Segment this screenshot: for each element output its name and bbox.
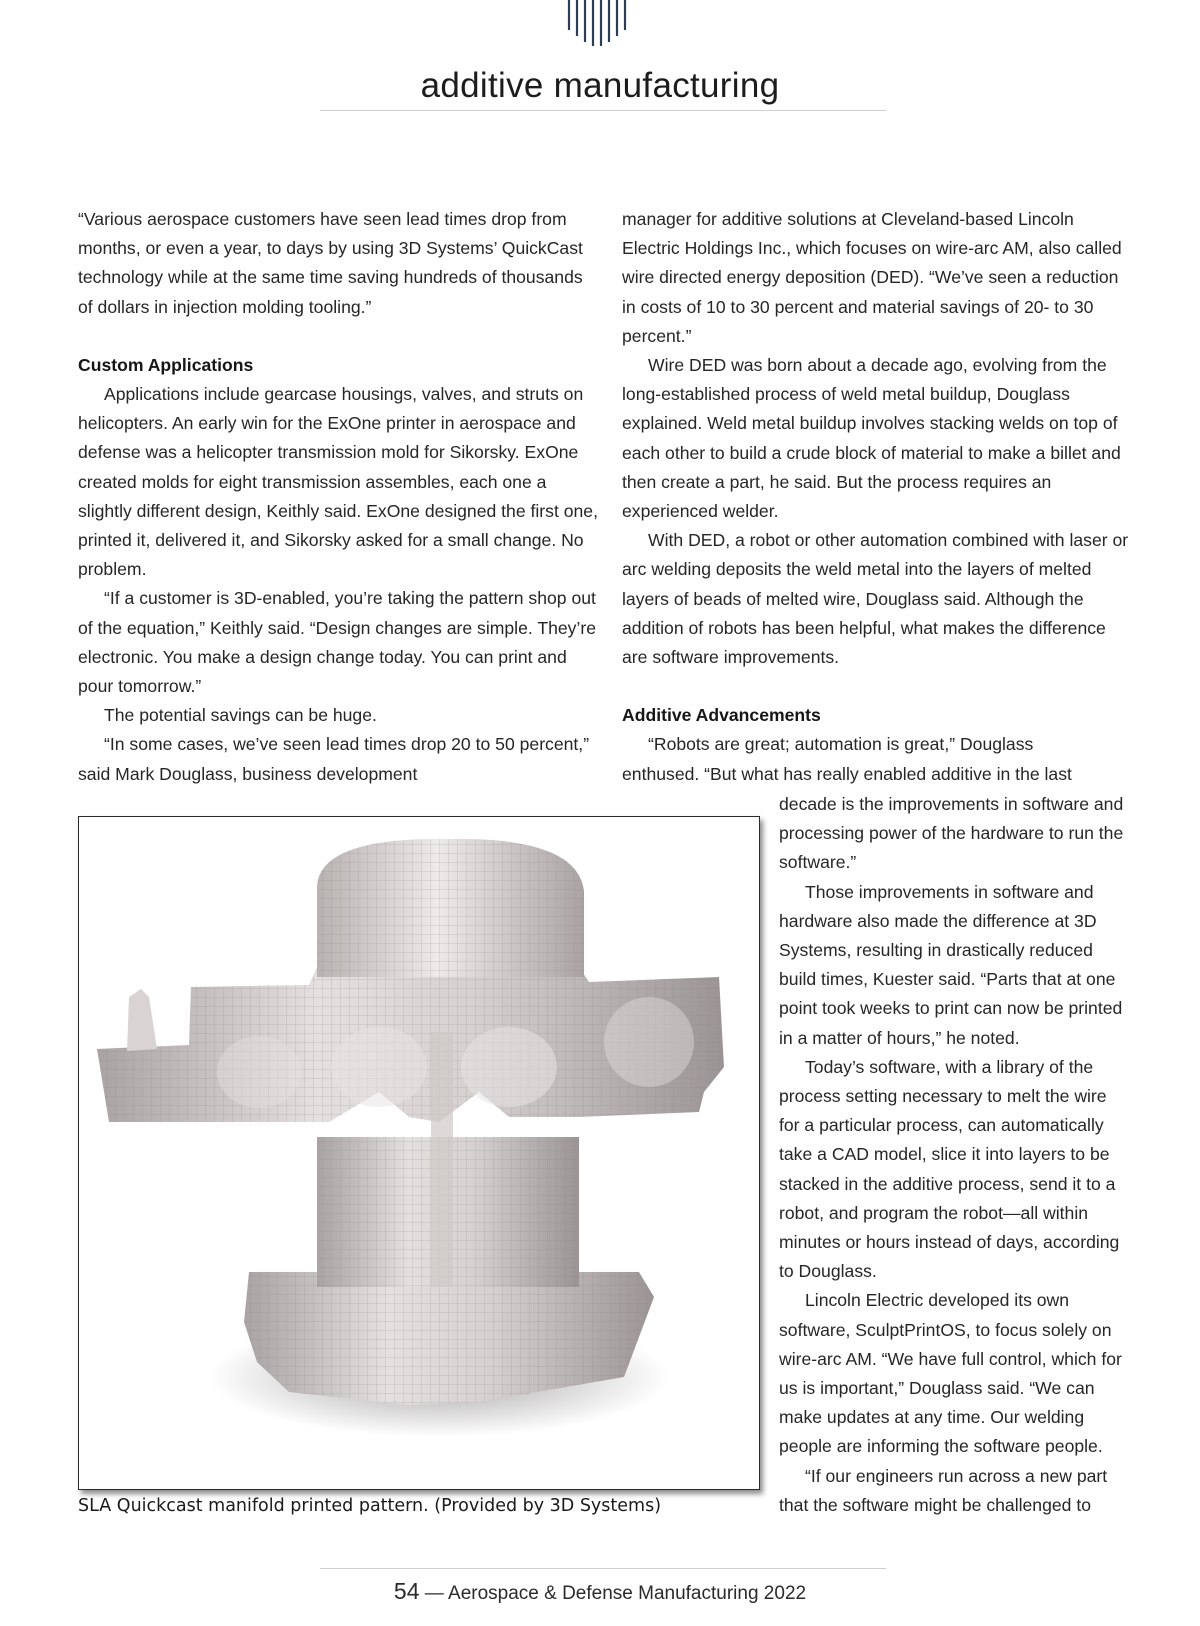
subheading-additive-advancements: Additive Advancements <box>622 705 821 726</box>
page-number: 54 <box>393 1578 420 1604</box>
paragraph: Wire DED was born about a decade ago, evolving from the long-established process of weld metal buildup, Douglass explained. Weld metal buildup involves stacking welds on top of each other to build a crude block of material to make a billet and then create a part, he said. But the process requires an experienced welder. <box>622 355 1121 522</box>
paragraph: manager for additive solutions at Cleveland-based Lincoln Electric Holdings Inc., which focuses on wire-arc AM, also called wire directed energy deposition (DED). “We’ve seen a reduction in costs of 10 to 30 percent and material savings of 20- to 30 percent.” <box>622 209 1122 346</box>
paragraph: “In some cases, we’ve seen lead times drop 20 to 50 percent,” said Mark Douglass, business development <box>78 734 590 784</box>
paragraph: “Various aerospace customers have seen lead times drop from months, or even a year, to days by using 3D Systems’ QuickCast technology while at the same time saving hundreds of thousands of dollars in injection molding tooling.” <box>78 209 583 317</box>
paragraph: Today’s software, with a library of the process setting necessary to melt the wire for a particular process, can automatically take a CAD model, slice it into layers to be stacked in the additive process, send it to a robot, and program the robot—all within minutes or hours instead of days, according to Douglass. <box>779 1056 1120 1282</box>
paragraph: Lincoln Electric developed its own software, SculptPrintOS, to focus solely on wire-arc AM. “We have full control, which for us is important,” Douglass said. “We can make updates at any time. Our welding people are informing the software people. <box>779 1290 1122 1457</box>
paragraph: “If a customer is 3D-enabled, you’re taking the pattern shop out of the equation,” Keithly said. “Design changes are simple. They’re electronic. You make a design change today. You can print and pour tomorrow.” <box>78 588 596 697</box>
paragraph: Applications include gearcase housings, valves, and struts on helicopters. An early win for the ExOne printer in aerospace and defense was a helicopter transmission mold for Sikorsky. ExOne created molds for eight transmission assembles, each one a slightly different design, Keithly said. ExOne designed the first one, printed it, delivered it, and Sikorsky asked for a small change. No problem. <box>78 384 598 580</box>
paragraph-line: enthused. “But what has really enabled additive in the last <box>622 763 1072 784</box>
paragraph: Those improvements in software and hardware also made the difference at 3D Systems, resulting in drastically reduced build times, Kuester said. “Parts that at one point took weeks to print can now be printed in a matter of hours,” he noted. <box>779 881 1123 1048</box>
left-column <box>78 205 598 789</box>
figure-caption: SLA Quickcast manifold printed pattern. (Provided by 3D Systems) <box>78 1496 662 1516</box>
manifold-illustration <box>79 817 759 1489</box>
paragraph: With DED, a robot or other automation combined with laser or arc welding deposits the weld metal into the layers of melted layers of beads of melted wire, Douglass said. Although the addition of robots has been helpful, what makes the difference are software improvements. <box>622 530 1129 668</box>
paragraph: The potential savings can be huge. <box>104 705 377 726</box>
paragraph-line: “Robots are great; automation is great,” Douglass <box>648 734 1034 755</box>
page-footer <box>0 1578 1200 1605</box>
section-title: additive manufacturing <box>420 66 780 105</box>
paragraph: “If our engineers run across a new part that the software might be challenged to <box>779 1465 1108 1515</box>
publication-name: Aerospace & Defense Manufacturing 2022 <box>448 1583 807 1604</box>
paragraph: decade is the improvements in software and processing power of the hardware to run the software.” <box>779 794 1124 873</box>
footer-separator: — <box>424 1583 444 1604</box>
header-divider <box>320 110 886 111</box>
manifold-photo <box>78 816 760 1490</box>
header-decoration <box>563 0 643 46</box>
right-column <box>622 205 1130 789</box>
right-column-narrow <box>779 790 1131 1520</box>
subheading-custom-applications: Custom Applications <box>78 354 254 375</box>
footer-divider <box>320 1568 886 1569</box>
